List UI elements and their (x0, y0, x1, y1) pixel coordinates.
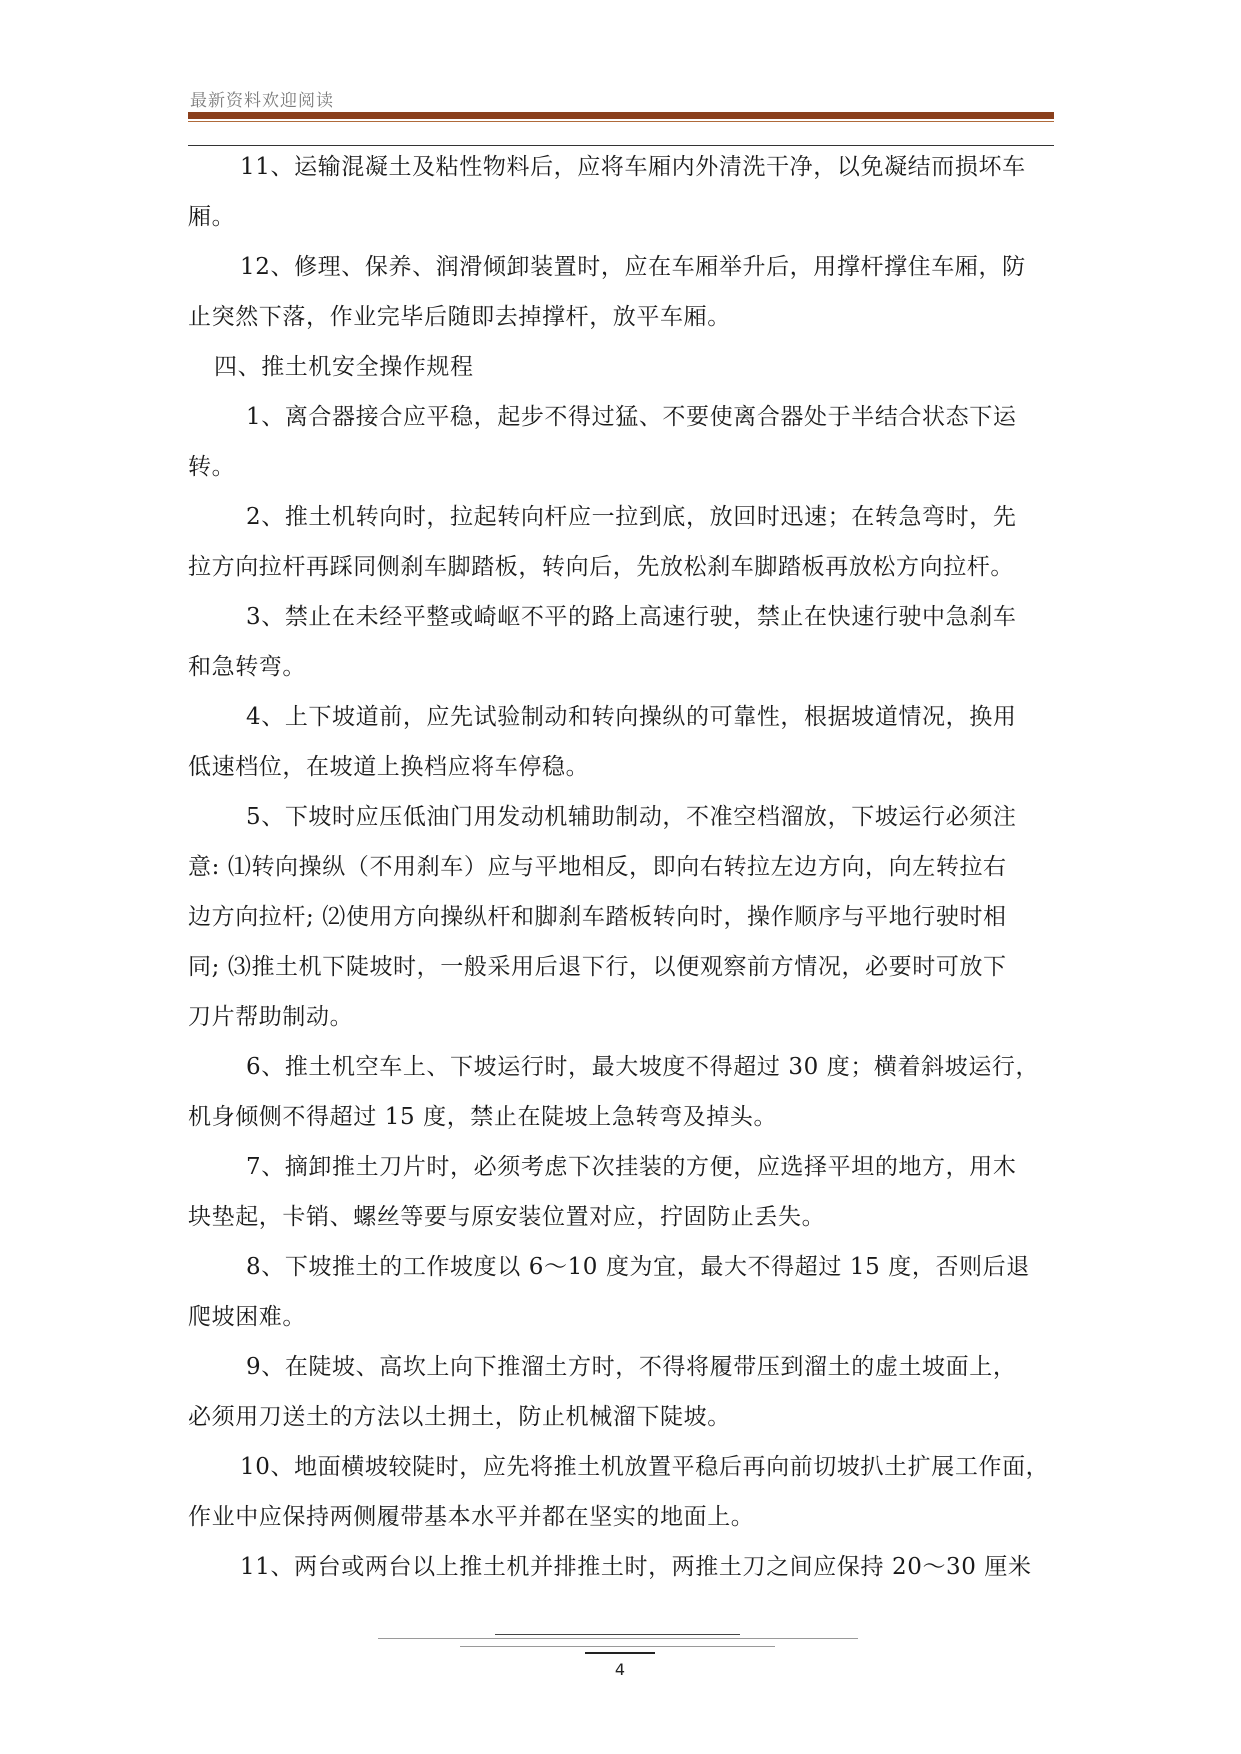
paragraph-line: 转。 (188, 454, 236, 480)
paragraph-line: 9、在陡坡、高坎上向下推溜土方时，不得将履带压到溜土的虚土坡面上， (246, 1354, 1017, 1380)
footer-rule-lower (460, 1646, 775, 1647)
running-header: 最新资料欢迎阅读 (190, 91, 334, 111)
section-heading: 四、推土机安全操作规程 (214, 354, 474, 380)
body-top-rule (188, 145, 1054, 146)
paragraph-line: 10、地面横坡较陡时，应先将推土机放置平稳后再向前切坡扒土扩展工作面， (240, 1454, 1050, 1480)
paragraph-line: 2、推土机转向时，拉起转向杆应一拉到底，放回时迅速；在转急弯时，先 (246, 504, 1017, 530)
paragraph-line: 作业中应保持两侧履带基本水平并都在坚实的地面上。 (188, 1504, 755, 1530)
paragraph-line: 6、推土机空车上、下坡运行时，最大坡度不得超过 30 度；横着斜坡运行， (246, 1054, 1040, 1080)
paragraph-line: 止突然下落，作业完毕后随即去掉撑杆，放平车厢。 (188, 304, 731, 330)
paragraph-line: 11、运输混凝土及粘性物料后，应将车厢内外清洗干净，以免凝结而损坏车 (240, 154, 1026, 180)
paragraph-line: 7、摘卸推土刀片时，必须考虑下次挂装的方便，应选择平坦的地方，用木 (246, 1154, 1017, 1180)
paragraph-line: 块垫起，卡销、螺丝等要与原安装位置对应，拧固防止丢失。 (188, 1204, 826, 1230)
header-rule-thin (188, 121, 1054, 122)
paragraph-line: 意: ⑴转向操纵（不用刹车）应与平地相反，即向右转拉左边方向，向左转拉右 (188, 854, 1007, 880)
paragraph-line: 和急转弯。 (188, 654, 306, 680)
footer-rule-inner (495, 1634, 740, 1635)
page-number: 4 (614, 1660, 626, 1679)
paragraph-line: 8、下坡推土的工作坡度以 6～10 度为宜，最大不得超过 15 度，否则后退 (246, 1254, 1030, 1280)
paragraph-line: 边方向拉杆; ⑵使用方向操纵杆和脚刹车踏板转向时，操作顺序与平地行驶时相 (188, 904, 1007, 930)
paragraph-line: 5、下坡时应压低油门用发动机辅助制动，不准空档溜放，下坡运行必须注 (246, 804, 1017, 830)
footer-rule-outer (378, 1638, 858, 1639)
paragraph-line: 11、两台或两台以上推土机并排推土时，两推土刀之间应保持 20～30 厘米 (240, 1554, 1032, 1580)
paragraph-line: 拉方向拉杆再踩同侧刹车脚踏板，转向后，先放松刹车脚踏板再放松方向拉杆。 (188, 554, 1014, 580)
paragraph-line: 1、离合器接合应平稳，起步不得过猛、不要使离合器处于半结合状态下运 (246, 404, 1017, 430)
footer-rule-accent (585, 1652, 655, 1654)
paragraph-line: 刀片帮助制动。 (188, 1004, 354, 1030)
paragraph-line: 4、上下坡道前，应先试验制动和转向操纵的可靠性，根据坡道情况，换用 (246, 704, 1017, 730)
header-rule-thick (188, 112, 1054, 119)
paragraph-line: 厢。 (188, 204, 236, 230)
paragraph-line: 必须用刀送土的方法以土拥土，防止机械溜下陡坡。 (188, 1404, 731, 1430)
paragraph-line: 12、修理、保养、润滑倾卸装置时，应在车厢举升后，用撑杆撑住车厢，防 (240, 254, 1026, 280)
paragraph-line: 3、禁止在未经平整或崎岖不平的路上高速行驶，禁止在快速行驶中急刹车 (246, 604, 1017, 630)
paragraph-line: 爬坡困难。 (188, 1304, 306, 1330)
paragraph-line: 低速档位，在坡道上换档应将车停稳。 (188, 754, 590, 780)
paragraph-line: 同; ⑶推土机下陡坡时，一般采用后退下行，以便观察前方情况，必要时可放下 (188, 954, 1007, 980)
paragraph-line: 机身倾侧不得超过 15 度，禁止在陡坡上急转弯及掉头。 (188, 1104, 778, 1130)
